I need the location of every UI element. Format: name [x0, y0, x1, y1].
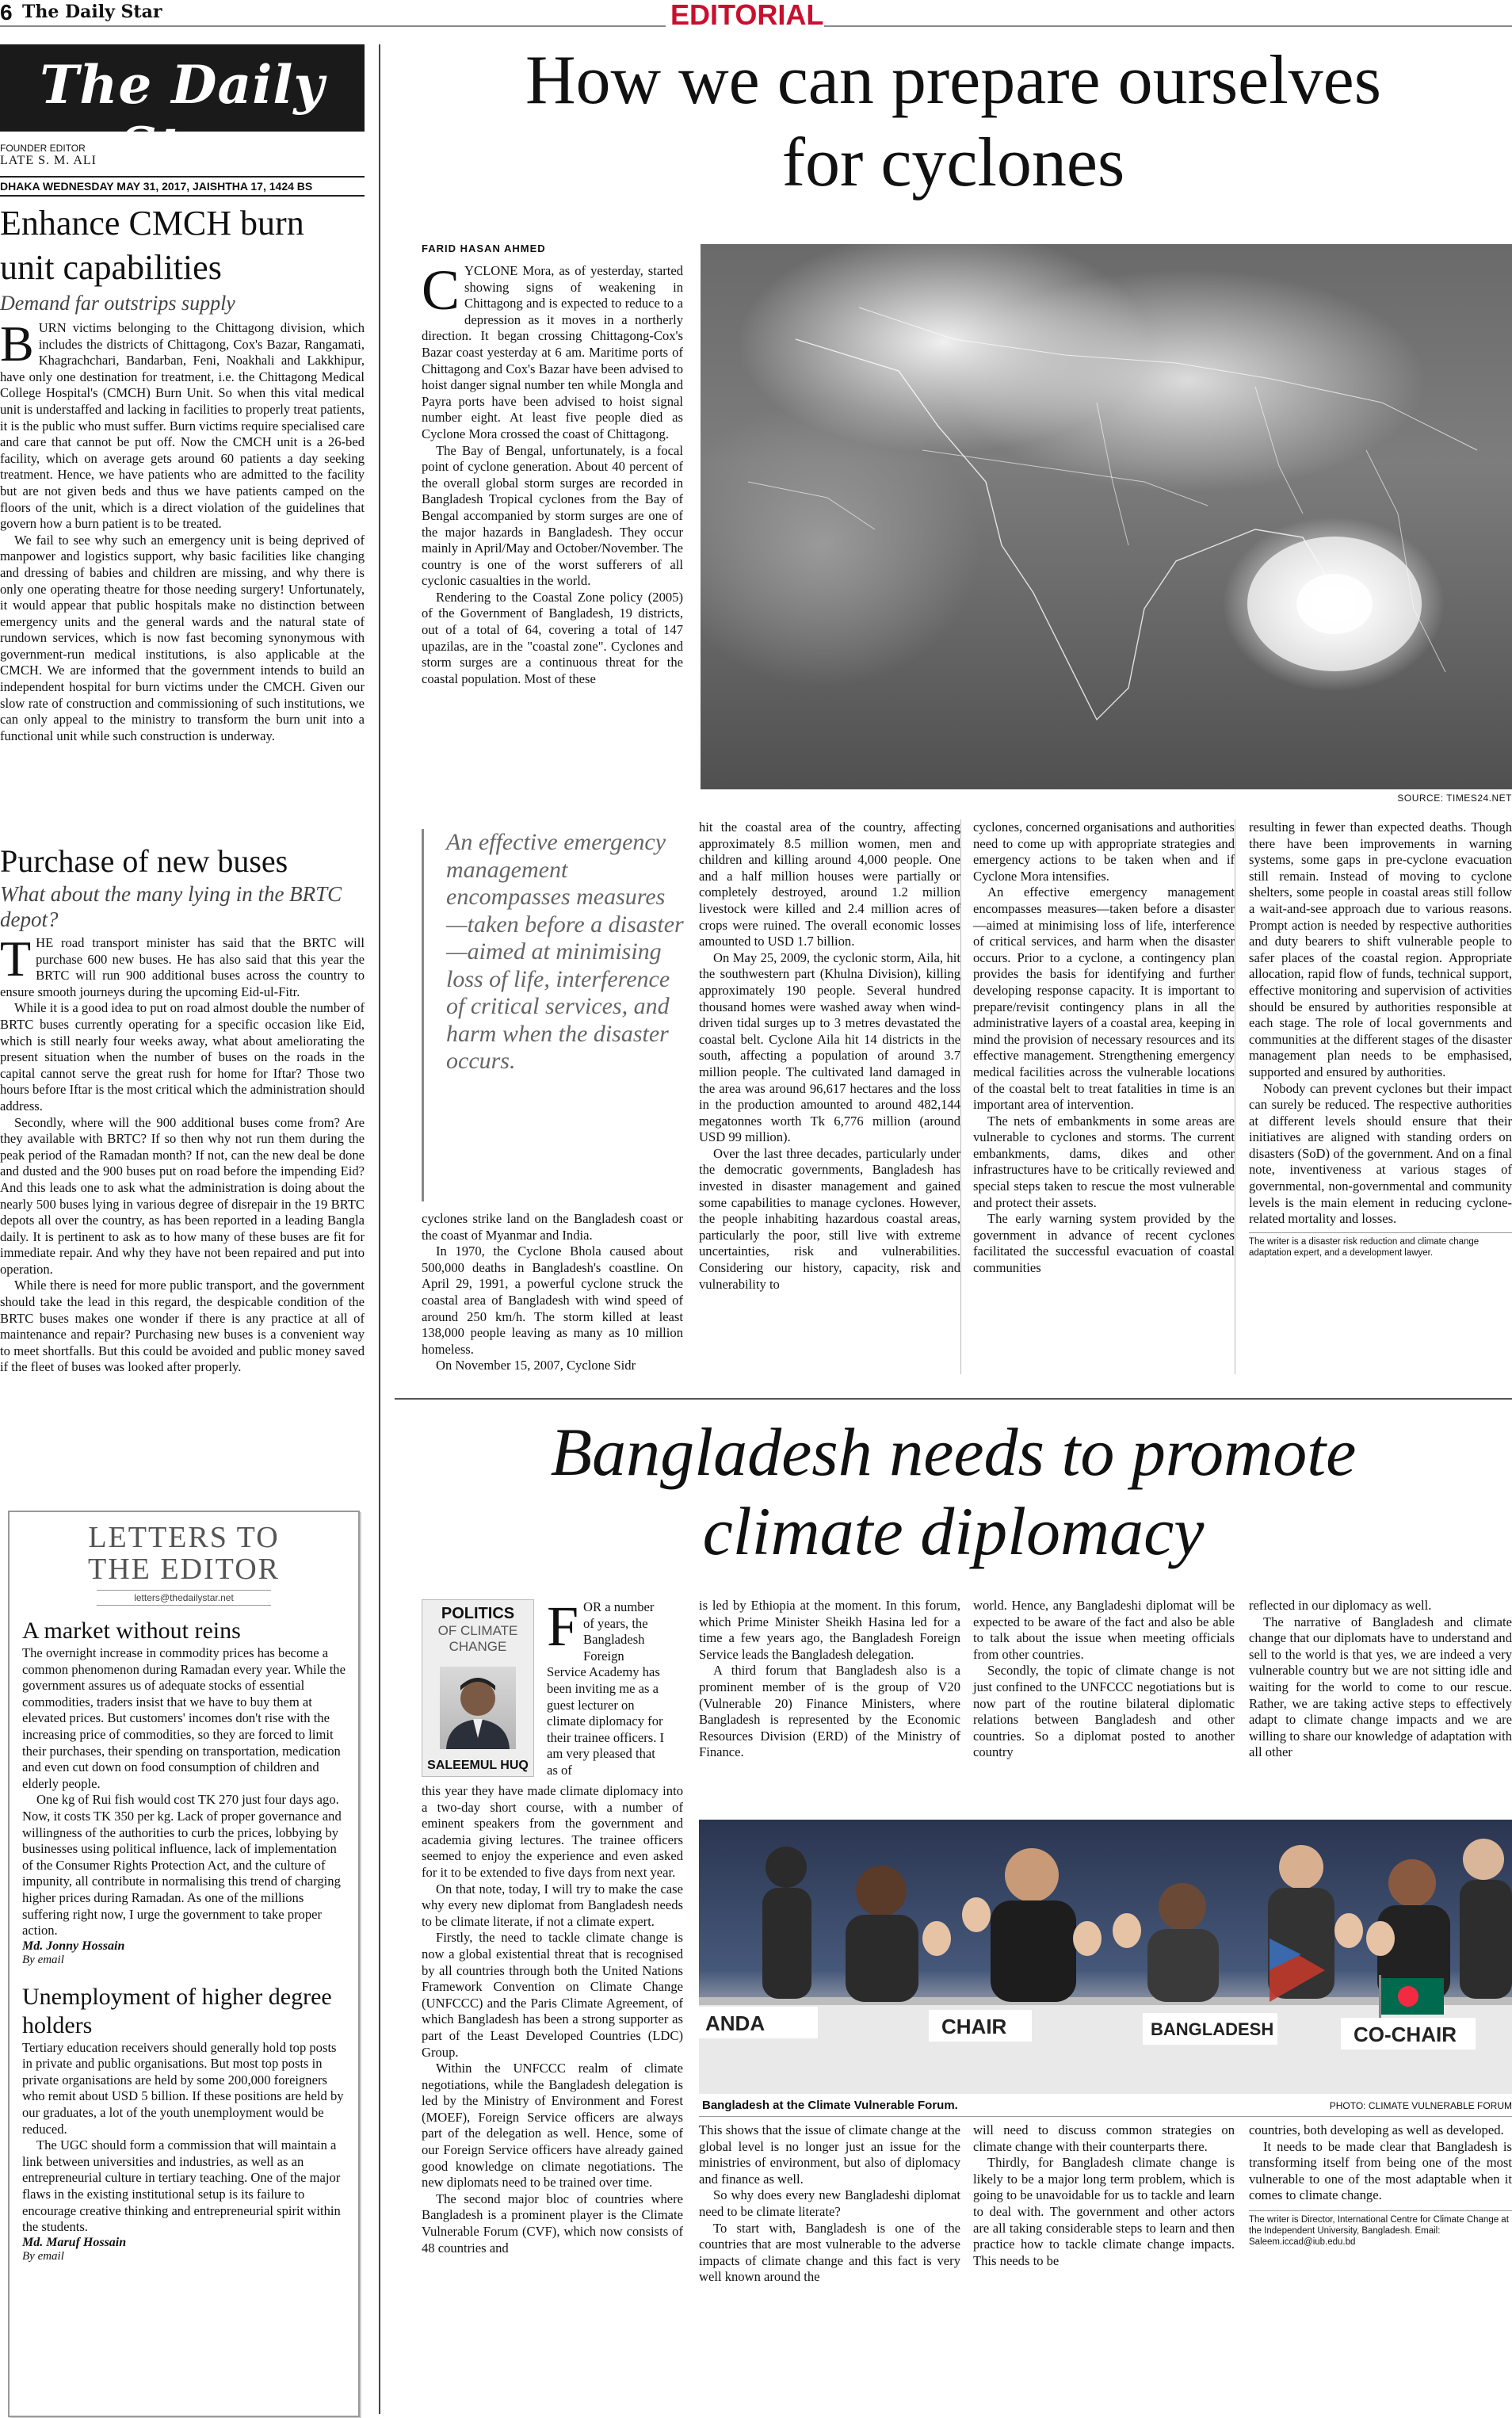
- article-1-footnote: The writer is a disaster risk reduction and climate change adaptation expert, and a development lawyer.: [1249, 1232, 1512, 1259]
- article-1-para: Nobody can prevent cyclones but their impact can surely be reduced. The respective authorities at different levels should ensure that their initiatives are aligned with standing orders on disasters (SoD) of the government. And on a final note, inventiveness at various stages of governmental, non-governmental and community levels is the main element in reducing cyclone-related mortality and losses.: [1249, 1080, 1512, 1227]
- article-2-para: This shows that the issue of climate change at the global level is no longer just an issue for the ministries of environment, but also of diplomacy and finance as well.: [699, 2122, 960, 2187]
- article-2-col1: [422, 1783, 683, 2256]
- masthead-small: The Daily Star: [22, 2, 162, 22]
- article-2-para: It needs to be made clear that Bangladesh is transforming itself from being one of the most vulnerable to one of the most adaptable when it comes to climate change.: [1249, 2138, 1512, 2203]
- article-1-para: On May 25, 2009, the cyclonic storm, Aila, hit the southwestern part (Khulna Division), killing approximately 190 people. Several hundred thousand homes were washed away when wind-driven tidal surges up to 3 metres devastated the coastal belt. Cyclone Aila hit 14 districts in the south, affecting a population of around 3.7 million people. The cultivated land damaged in the area was around 96,617 hectares and the loss in the production amounted to around 482,144 megatonnes worth Tk 6,776 million (around USD 99 million).: [699, 949, 960, 1145]
- article-1-para: cyclones, concerned organisations and authorities need to come up with appropriate strategies and emergency actions to be taken when and if Cyclone Mora intensifies.: [973, 819, 1235, 884]
- article-2-para: So why does every new Bangladeshi diplomat need to be climate literate?: [699, 2187, 960, 2219]
- article-1-para: resulting in fewer than expected deaths. Though there have been improvements in warning systems, some gaps in pre-cyclone evacuation still remain. Instead of moving to cyclone shelters, some people in coastal areas still follow a wait-and-see approach due to various reasons. Prompt action is needed by respective authorities and duty bearers to shift vulnerable people to safer places of the coastal region. Appropriate allocation, rapid flow of funds, technical support, effective monitoring and supervision of activities should be ensured by authorities responsible at each stage. The role of local governments and communities at the different stages of the disaster management plan needs to be emphasised, supported and ensured by authorities.: [1249, 819, 1512, 1079]
- article-1-col4: [1249, 819, 1512, 1259]
- sidebar-divider: [379, 44, 380, 2414]
- photo-caption: Bangladesh at the Climate Vulnerable Forum.: [702, 2099, 958, 2112]
- column-label-top: POLITICS: [441, 1605, 515, 1622]
- founder-name: LATE S. M. ALI: [0, 154, 97, 167]
- satellite-credit: SOURCE: TIMES24.NET: [1397, 793, 1512, 804]
- author-photo: [440, 1667, 516, 1749]
- article-1: [395, 32, 1512, 1403]
- letter-2-author: Md. Maruf Hossain: [22, 2235, 127, 2249]
- photo-sign-chair: CHAIR: [941, 2015, 1007, 2038]
- letters-title: LETTERS TO THE EDITOR: [88, 1521, 280, 1586]
- article-2-para: countries, both developing as well as developed.: [1249, 2122, 1504, 2137]
- editorial-2-para: While there is need for more public transport, and the government should take the lead in this regard, the despicable condition of the BRTC buses makes one wonder if there is any practice at all of maintenance and repair? Purchasing new buses is a convenient way to meet shortfalls. But this could be avoided and public money saved if the fleet of buses was looked after properly.: [0, 1278, 365, 1375]
- editorial-2-subhead: What about the many lying in the BRTC depot?: [0, 882, 342, 931]
- sidebar: [0, 44, 365, 2418]
- column-label-box: [422, 1599, 534, 1777]
- column-label-mid: OF CLIMATE: [437, 1623, 518, 1638]
- article-1-headline: How we can prepare ourselves for cyclones: [525, 42, 1381, 201]
- letter-1-author: Md. Jonny Hossain: [22, 1939, 125, 1953]
- letter-2: [22, 1983, 346, 2263]
- article-1-byline: FARID HASAN AHMED: [422, 243, 546, 254]
- article-1-para: Rendering to the Coastal Zone policy (2005) of the Government of Bangladesh, 19 districts, out of a total of 64, covering a total of 147 upazilas, are in the "coastal zone". Cyclones and storm surges are a continuous threat for the coastal population. Most of these: [422, 589, 683, 686]
- article-1-para: CYCLONE Mora, as of yesterday, started showing signs of weakening in Chittagong and is expected to reduce to a depression as it moves in a northerly direction. It began crossing Chittagong-Cox's Bazar coast yesterday at 6 am. Maritime ports of Chittagong and Cox's Bazar have been advised to hoist danger signal number ten while Mongla and Payra ports have been advised to hoist signal number eight. At least five people died as Cyclone Mora crossed the coast of Chittagong.: [422, 258, 683, 441]
- article-2: [395, 1414, 1512, 2418]
- photo-sign-bangladesh: BANGLADESH: [1151, 2019, 1274, 2039]
- letter-1-body: [22, 1645, 346, 1939]
- header-rule-right: [824, 25, 1512, 27]
- letter-1: [22, 1617, 346, 1967]
- article-1-para: Over the last three decades, particularly under the democratic governments, Bangladesh has invested in disaster management and gained some capabilities to manage cyclones. However, the people inhabiting hazardous coastal areas, particularly the poor, still live with extreme uncertainties, risk and vulnerabilities. Considering our history, capacity, risk and vulnerability to: [699, 1145, 960, 1292]
- editorial-1-dropcap: B: [0, 315, 34, 372]
- section-label: EDITORIAL: [670, 0, 824, 31]
- editorial-1-body: [0, 315, 365, 744]
- letters-email[interactable]: letters@thedailystar.net: [97, 1590, 271, 1606]
- article-1-para: The early warning system provided by the government in advance of recent cyclones facilitated the successful evacuation of coastal communities: [973, 1211, 1235, 1276]
- letter-1-headline: A market without reins: [22, 1618, 241, 1644]
- article-1-para: In 1970, the Cyclone Bhola caused about 500,000 deaths in Bangladesh's coastline. On April 29, 1991, a powerful cyclone struck the coastal area of Bangladesh with wind speed of around 250 km/h. The storm killed at least 138,000 people leaving as many as 10 million homeless.: [422, 1243, 683, 1357]
- article-2-intro: [547, 1595, 666, 1779]
- article-1-dropcap: C: [422, 258, 460, 322]
- letter-1-via: By email: [22, 1953, 64, 1966]
- article-2-para: Within the UNFCCC realm of climate negotiations, while the Bangladesh delegation is led by the Ministry of Environment and Forest (MOEF), Foreign Service officers are always part of the delegation as well. Hence, some of our Foreign Service officers have already gained good knowledge on climate negotiations. The new diplomats need to be trained over time.: [422, 2061, 683, 2191]
- header-rule-left: [0, 25, 666, 27]
- article-2-para: this year they have made climate diplomacy into a two-day short course, with a number of eminent speakers from the government and academia giving lectures. The trainee officers seemed to enjoy the experience and even asked for it to be extended to five days from next year.: [422, 1783, 683, 1880]
- article-2-para: On that note, today, I will try to make the case why every new diplomat from Bangladesh needs to be climate literate, if not a climate expert.: [422, 1881, 683, 1929]
- article-2-para: reflected in our diplomacy as well.: [1249, 1598, 1432, 1613]
- article-2-col4: [1249, 1598, 1512, 1761]
- article-2-para: Thirdly, for Bangladesh climate change is likely to be a major long term problem, which is going to be unavoidable for us to tackle and learn to deal with. The government and other actors are all taking considerable steps to learn and then practice how to tackle climate change impacts. This needs to be: [973, 2155, 1235, 2268]
- founder-label: FOUNDER EDITOR: [0, 143, 86, 154]
- editorial-1-para: We fail to see why such an emergency unit is being deprived of manpower and logistics support, why basic facilities like changing and dressing of babies and children are missing, and why there is only one operating theatre for those needing surgery! Unfortunately, it would appear that public hospitals make no distinction between emergency units and the general wards and the natural state of rundown services, which is now fast becoming synonymous with government-run medical institutions, is also applicable at the CMCH. We are informed that the government intends to build an independent hospital for burn victims under the CMCH. Given our slow rate of construction and commissioning of such institutions, we can only appeal to the ministry to transform the burn unit into a functional unit while such construction is underway.: [0, 532, 365, 743]
- article-2-para: world. Hence, any Bangladeshi diplomat will be expected to be aware of the fact and also be able to talk about the issue when meeting officials from other countries.: [973, 1598, 1235, 1662]
- column-author: SALEEMUL HUQ: [427, 1759, 529, 1772]
- article-2-bottom-col3: [973, 2122, 1235, 2269]
- logo: The Daily Star: [40, 54, 325, 178]
- letter-2-headline: Unemployment of higher degree holders: [22, 1983, 332, 2038]
- article-1-para: hit the coastal area of the country, affecting approximately 8.5 million women, men and children and killing around 4,000 people. One and a half million houses were partially or completely destroyed, around 1.2 million livestock were killed and 2.4 million acres of crops were ruined. The overall economic losses amounted to USD 1.7 billion.: [699, 819, 960, 949]
- letter-2-para: Tertiary education receivers should generally hold top posts in private and public organisations. But most top posts in private organisations are held by some 200,000 foreigners who remit about USD 5 billion. If these positions are held by our graduates, a lot of the youth unemployment would be reduced.: [22, 2039, 344, 2137]
- article-2-para: To start with, Bangladesh is one of the countries that are most vulnerable to the adverse impacts of climate change and this fact is very well known around the: [699, 2220, 960, 2285]
- letters-box: [8, 1511, 360, 2417]
- column-label-bot: CHANGE: [449, 1639, 507, 1654]
- pullquote: [422, 829, 685, 1201]
- letter-1-para: One kg of Rui fish would cost TK 270 just four days ago. Now, it costs TK 350 per kg. Lack of proper governance and willingness of the authorities to curb the prices, lobbying by businesses using political influence, lack of implementation of the Consumer Rights Protection Act, and the culture of impunity, all contribute in normalising this trend of charging higher prices during Ramadan. As one of the millions suffering right now, I urge the government to take proper action.: [22, 1792, 342, 1939]
- photo-sign-cochair: CO-CHAIR: [1354, 2023, 1457, 2046]
- article-1-para: cyclones strike land on the Bangladesh coast or the coast of Myanmar and India.: [422, 1211, 683, 1243]
- article-2-col2: [699, 1598, 960, 1761]
- page-header: [0, 0, 1512, 32]
- editorial-1-para: BURN victims belonging to the Chittagong division, which includes the districts of Chittagong, Cox's Bazar, Rangamati, Khagrachchari, Bandarban, Feni, Noakhali and Lakkhipur, have only one destination for treatment, i.e. the Chittagong Medical College Hospital's (CMCH) Burn Unit. So when this vital medical unit is understaffed and lacking in facilities to properly treat patients, it is the public who must suffer. Burn victims require specialised care and care that cannot be put off. Now the CMCH unit is a 26-bed facility, which on average gets around 60 patients a day seeking treatment. Hence, we have patients who are admitted to the facility but are not given beds and thus we have patients camped on the floors of the unit, which is a direct violation of the guidelines that govern how a burn patient is to be treated.: [0, 315, 365, 532]
- photo-credit: PHOTO: CLIMATE VULNERABLE FORUM: [1329, 2100, 1512, 2111]
- column-rule: [960, 819, 961, 1374]
- editorial-1-headline: Enhance CMCH burn unit capabilities: [0, 204, 304, 287]
- article-2-para: Secondly, the topic of climate change is not just confined to the UNFCCC negotiations but is now part of the routine bilateral diplomatic relations between Bangladesh and other countries. So a diplomat posted to another country: [973, 1663, 1235, 1760]
- article-2-para: A third forum that Bangladesh also is a prominent member of is the group of V20 (Vulnerable 20) Finance Ministers, where Bangladesh is represented by the Economic Resources Division (ERD) of the Ministry of Finance.: [699, 1663, 960, 1760]
- editorial-2-headline: Purchase of new buses: [0, 843, 288, 879]
- letter-2-body: [22, 2040, 346, 2236]
- article-1-para: The nets of embankments in some areas are vulnerable to cyclones and storms. The current embankments, dams, dikes and other infrastructures have to be critically reviewed and special steps taken to rescue the most vulnerable and protect their assets.: [973, 1113, 1235, 1210]
- editorial-2: [0, 843, 365, 1376]
- article-2-para: FOR a number of years, the Bangladesh Foreign Service Academy has been inviting me as a guest lecturer on climate diplomacy for their trainee officers. I am very pleased that as of: [547, 1595, 665, 1778]
- editorial-1-subhead: Demand far outstrips supply: [0, 292, 235, 315]
- article-2-para: will need to discuss common strategies on climate change with their counterparts there.: [973, 2122, 1235, 2154]
- dateline-text: DHAKA WEDNESDAY MAY 31, 2017, JAISHTHA 17, 1424 BS: [0, 180, 313, 193]
- article-1-col3: [973, 819, 1235, 1277]
- editorial-2-para: THE road transport minister has said that the BRTC will purchase 600 new buses. He has also said that this year the BRTC will run 900 additional buses across the country to ensure smooth journeys during the upcoming Eid-ul-Fitr.: [0, 930, 365, 999]
- editorial-2-para: While it is a good idea to put on road almost double the number of BRTC buses currently operating for a specific occasion like Eid, which is still nearly four weeks away, what about ameliorating the present situation when the number of buses on the roads in the capital cannot serve the great rush for home for Iftar? Those two hours before Iftar is the most critical which the administration should address.: [0, 1000, 365, 1114]
- article-2-para: The second major bloc of countries where Bangladesh is a prominent player is the Climate Vulnerable Forum (CVF), which now consists of 48 countries and: [422, 2191, 683, 2256]
- article-1-col1b: [422, 1211, 683, 1374]
- article-2-para: Firstly, the need to tackle climate change is now a global existential threat that is recognised by all countries through both the United Nations Framework Convention on Climate Change (UNFCCC) and the Paris Climate Agreement, of which Bangladesh has been a strong supporter as part of the Least Developed Countries (LDC) Group.: [422, 1930, 683, 2060]
- author-photo-placeholder: [440, 1667, 516, 1749]
- article-1-para: An effective emergency management encompasses measures—taken before a disaster —aimed at minimising loss of life, interference of critical services, and harm when the disaster occurs. Prior to a cyclone, a contingency plan provides the basis for identifying and further developing response capacity. It is important to prepare/revisit contingency plans in all the administrative layers of a coastal area, keeping in mind the provision of necessary resources and its effective management. Strengthening emergency medical facilities across the vulnerable locations of the coastal belt to treat fatalities in time is an important area of intervention.: [973, 884, 1235, 1113]
- forum-photo: [699, 1820, 1512, 2094]
- editorial-2-body: [0, 930, 365, 1376]
- article-1-col1: [422, 258, 683, 687]
- article-1-col2: [699, 819, 960, 1293]
- article-2-col3: [973, 1598, 1235, 1761]
- article-2-footnote: The writer is Director, International Centre for Climate Change at the Independent University, Bangladesh. Email: Saleem.iccad@iub.edu.bd: [1249, 2210, 1512, 2248]
- pullquote-text: An effective emergency management encompasses measures—taken before a disaster—aimed at minimising loss of life, interference of critical services, and harm when the disaster occurs.: [446, 829, 684, 1074]
- article-2-para: The narrative of Bangladesh and climate change that our diplomats have to understand and sell to the world is that yes, we are indeed a very vulnerable country but we are not sitting idle and waiting for the world to come to our rescue. Rather, we are taking active steps to effectively adapt to climate change impacts and we are willing to share our knowledge of adaptation with all other: [1249, 1614, 1512, 1760]
- satellite-map-outlines: [701, 244, 1512, 789]
- article-2-headline: Bangladesh needs to promote climate diplomacy: [550, 1414, 1357, 1569]
- forum-photo-scene: [699, 1820, 1512, 2094]
- article-2-bottom-col2: [699, 2122, 960, 2286]
- caption-rule: [699, 2116, 1512, 2117]
- page-number: 6: [0, 0, 13, 25]
- dateline: [0, 176, 365, 197]
- editorial-2-dropcap: T: [0, 930, 32, 987]
- letter-2-via: By email: [22, 2249, 64, 2263]
- editorial-1: [0, 201, 365, 744]
- letter-2-para: The UGC should form a commission that will maintain a link between universities and industries, as well as an entrepreneurial culture in tertiary teaching. One of the major flaws in the existing institutional setup is its failure to encourage creative thinking and entrepreneurial spirit within the students.: [22, 2137, 341, 2235]
- satellite-image: [701, 244, 1512, 789]
- photo-sign-left: ANDA: [705, 2011, 766, 2035]
- article-2-bottom-col4: [1249, 2122, 1512, 2248]
- letter-1-para: The overnight increase in commodity prices has become a common phenomenon during Ramadan every year. While the government assures us of adequate stocks of essential commodities, traders insist that we have to buy them at elevated prices. But customers' incomes don't rise with the increasing price of commodities, so they are forced to limit their purchases, their spending on transportation, medication and even cut down on food consumption of children and elderly people.: [22, 1645, 346, 1791]
- editorial-2-para: Secondly, where will the 900 additional buses come from? Are they available with BRTC? If so then why not run them during the peak period of the Ramadan month? If not, can the new deal be done and dusted and the 900 buses put on road before the impending Eid? And this leads one to ask what the administration is doing about the nearly 500 buses lying in various degree of disrepair in the 19 BRTC depots all over the country, as has been reported in a leading Bangla daily. It is pertinent to ask as to how many of these buses are fit for immediate repair. And why they have not been repaired and put into operation.: [0, 1114, 365, 1277]
- article-1-para: On November 15, 2007, Cyclone Sidr: [436, 1358, 636, 1373]
- article-divider: [395, 1398, 1512, 1400]
- article-1-para: The Bay of Bengal, unfortunately, is a focal point of cyclone generation. About 40 percent of the overall global storm surges are recorded in Bangladesh Tropical cyclones from the Bay of Bengal accompanied by storm surges are one of the major hazards in Bangladesh. They occur mainly in April/May and October/November. The country is one of the worst sufferers of all cyclonic casualties in the world.: [422, 442, 683, 589]
- article-2-dropcap: F: [547, 1595, 579, 1658]
- article-2-para: is led by Ethiopia at the moment. In this forum, which Prime Minister Sheikh Hasina led for a time a few years ago, the Bangladesh Foreign Service leads the Bangladesh delegation.: [699, 1598, 960, 1662]
